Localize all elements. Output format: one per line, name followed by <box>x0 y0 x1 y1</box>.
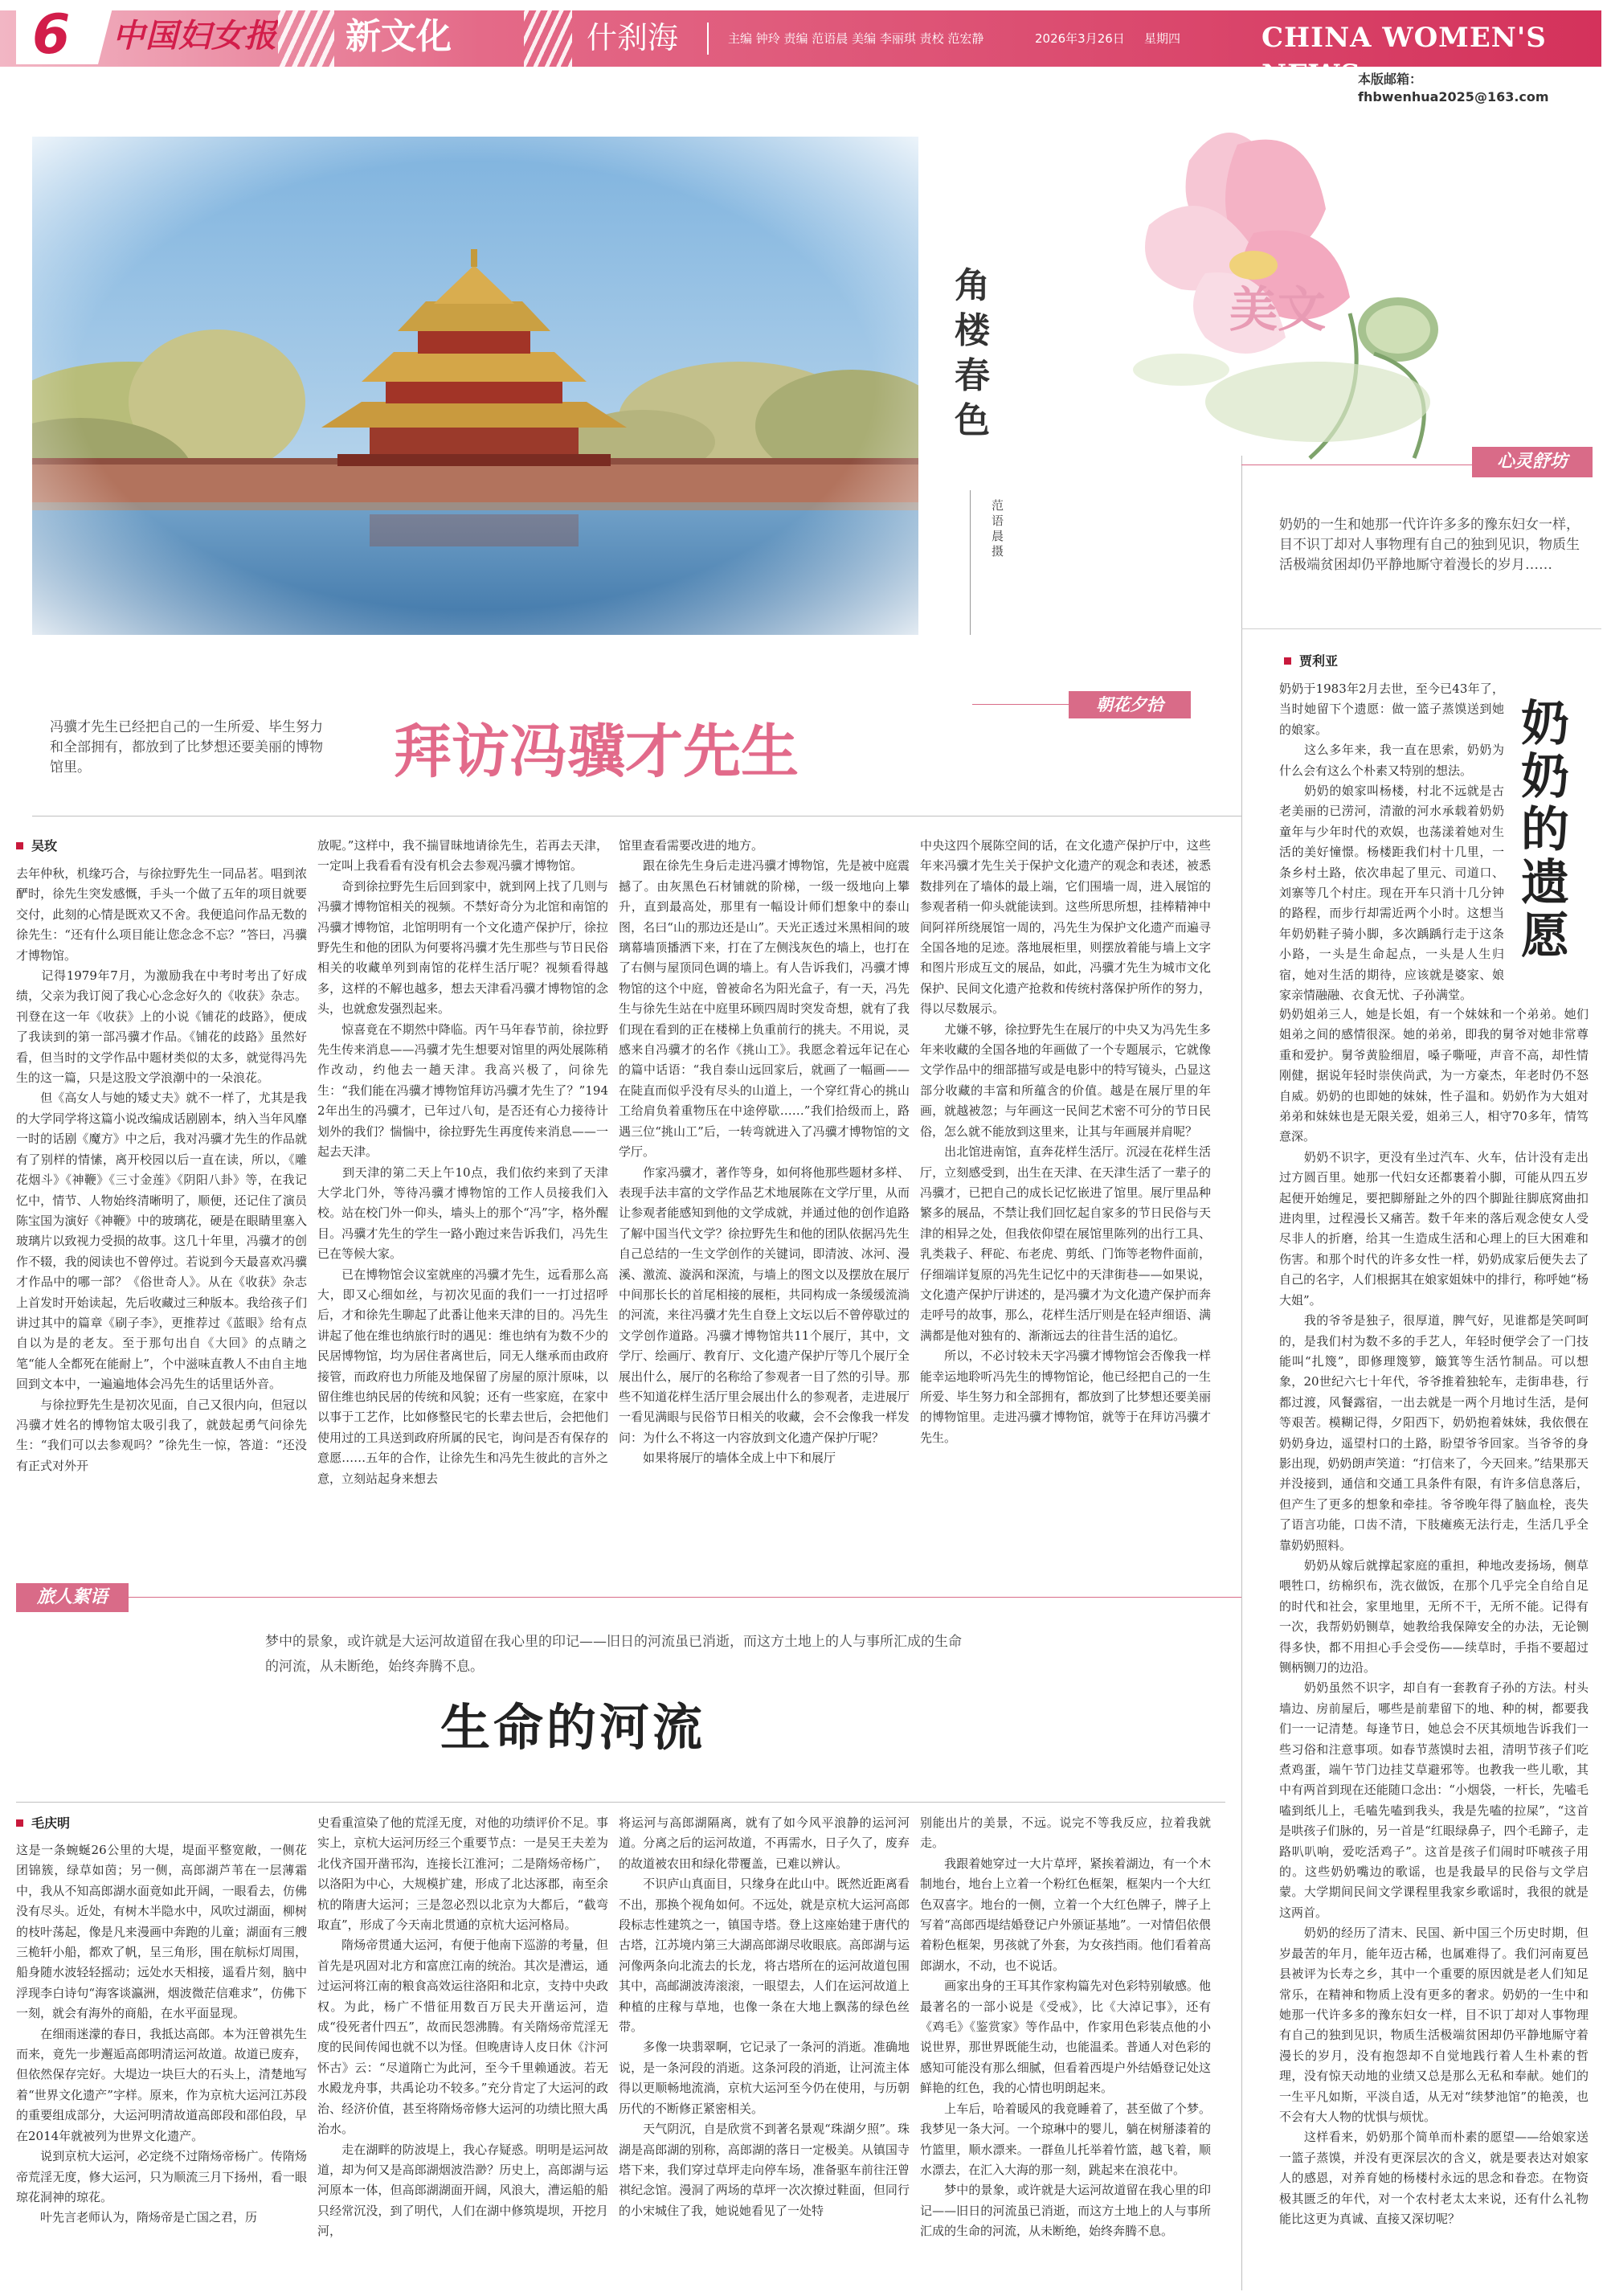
article3-author: 贾利亚 <box>1284 651 1338 669</box>
article1-column-3: 馆里查看需要改进的地方。 跟在徐先生身后走进冯骥才博物馆，先是被中庭震撼了。由灰黑色石材铺就的阶梯，一级一级地向上攀升，直到最高处，那里有一幅设计师们想象中的泰山图，名曰“山的那边还是山”。天光正透过米黑相间的玻璃幕墙顶播洒下来，打在了左侧浅灰色的墙上，也打在了右侧与屋顶同色调的墙上。有人告诉我们，冯骥才博物馆的这个中庭，曾被命名为阳光盒子，有一天，冯先生与徐先生站在中庭里环顾四周时突发奇想，就有了我们现在看到的正在楼梯上负重前行的挑夫。不用说，灵感来自冯骥才的名作《挑山工》。我愿念着远年记在心的篇中话语：“我自泰山远回家后，就画了一幅画——在陡直而似乎没有尽头的山道上，一个穿红背心的挑山工给肩负着重物压在中途停歇……”我们拾级而上，路遇三位“挑山工”后，一转弯就进入了冯骥才博物馆的文学厅。 作家冯骥才，著作等身，如何将他那些题材多样、表现手法丰富的文学作品艺术地展陈在文学厅里，从而让参观者能感知到他的文学成就，并通过他的创作追路了解中国当代文学？徐拉野先生和他的团队依据冯先生自己总结的一生文学创作的关键词，即清波、冰河、漫溪、激流、漩涡和深流，与墙上的图文以及摆放在展厅中间那长长的首尾相接的展柜，共同构成一条缓缓流淌的河流，来往冯骥才先生自登上文坛以后不曾停歇过的文学创作道路。冯骥才博物馆共11个展厅，其中，文学厅、绘画厅、教育厅、文化遗产保护厅等几个展厅全展出什么，展厅的名称给了参观者一目了然的引导。那些不知道花样生活厅里会展出什么的参观者，走进展厅一看见满眼与民俗节日相关的收藏，会不会像我一样发问：为什么不将这一内容放到文化遗产保护厅呢？ 如果将展厅的墙体全成上中下和展厅 <box>619 838 910 1466</box>
page-number: 6 <box>32 3 71 67</box>
photo-credit: 范语晨摄 <box>992 498 1004 559</box>
right-column-divider <box>1241 456 1242 2290</box>
article1-tag-line <box>972 704 1069 705</box>
article1-column-2: 放呢。”这样中，我不揣冒昧地请徐先生，若再去天津，一定叫上我看看有没有机会去参观冯骥才博物馆。 奇到徐拉野先生后回到家中，就到网上找了几则与冯骥才博物馆相关的视频。不禁好奇分为北馆和南馆的冯骥才博物馆，北馆明明有一个文化遗产保护厅，徐拉野先生和他的团队为何要将冯骥才先生那些与节日民俗相关的收藏单列到南馆的花样生活厅呢？视频看得越多，这样的不解也越多，想去天津看冯骥才博物馆的念头，也就愈发强烈起来。 惊喜竟在不期然中降临。丙午马年春节前，徐拉野先生传来消息——冯骥才先生想要对馆里的两处展陈稍作改动，约他去一趟天津。我高兴极了，问徐先生：“我们能在冯骥才博物馆拜访冯骥才先生了？”1942年出生的冯骥才，已年过八旬，是否还有心力接待计划外的我们？惴惴中，徐拉野先生再度传来消息——一起去天津。 到天津的第二天上午10点，我们依约来到了天津大学北门外，等待冯骥才博物馆的工作人员接我们入校。站在校门外一仰头，墙头上的那个“冯”字，格外醒目。冯骥才先生的学生一路小跑过来告诉我们，冯先生已在等候大家。 已在博物馆会议室就座的冯骥才先生，远看那么高大，即又心细如丝，与初次见面的我们一一打过招呼后，才和徐先生聊起了此番让他来天津的目的。冯先生讲起了他在维也纳旅行时的遇见：维也纳有为数不少的民居博物馆，均为居住者离世后，同无人继承而由政府接管，而政府也力所能及地保留了房屋的原汁原味，以留住维也纳民居的传统和风貌；还有一些家庭，在家中以事于工艺作，比如修整民宅的长辈去世后，会把他们使用过的工具送到政府所属的民宅，询问是否有保存的意愿……五年的合作，让徐先生和冯先生彼此的言外之意，立刻站起身来想去 <box>317 838 608 1486</box>
issue-date: 2026年3月26日 <box>1035 31 1125 46</box>
article3-bottom-text: 奶奶姐弟三人，她是长姐，有一个妹妹和一个弟弟。她们姐弟之间的感情很深。她的弟弟，即我的舅爷对她非常尊重和爱护。舅爷黄脸细眉，嗓子嘶哑，声音不高，却性情刚健，据说年轻时崇侠尚武，为一方豪杰，年老时仍不怒自威。奶奶的也即她的妹妹，性子温和。奶奶作为大姐对弟弟和妹妹也是无限关爱，姐弟三人，相守70多年，情笃意深。 奶奶不识字，更没有坐过汽车、火车，估计没有走出过方圆百里。她那一代妇女还都裹着小脚，可能从四五岁起便开始缠足，要把脚掰趾之外的四个脚趾往脚底窝曲扣进肉里，过程漫长又痛苦。数千年来的落后观念使女人受尽非人的折磨，给其一生造成生活和心理上的巨大困难和伤害。和那个时代的许多女性一样，奶奶成家后便失去了自己的名字，人们根据其在娘家姐妹中的排行，称呼她“杨大姐”。 我的爷爷是独子，很厚道，脾气好，见谁都是笑呵呵的，是我们村为数不多的手艺人，年轻时便学会了一门技能叫“扎篾”，即修理篾箩，簸箕等生活竹制品。可以想象，20世纪六七十年代，爷爷推着独轮车，走街串巷，行都过渡，风餐露宿，一出去就是一两个月地讨生活，是何等艰苦。模糊记得，夕阳西下，奶奶抱着妹妹，我依偎在奶奶身边，遥望村口的土路，盼望爷爷回家。当爷爷的身影出现，奶奶朗声笑道：“打信来了，今天回来。”结果那天并没接到，通信和交通工具条件有限，有许多信息落后，但产生了更多的想象和牵挂。爷爷晚年得了脑血栓，丧失了语言功能，口齿不清，下肢瘫痪无法行走，生活几乎全靠奶奶照料。 奶奶从嫁后就撑起家庭的重担，种地改麦扬场，侧草喂牲口，纺棉织布，洗衣做饭，在那个几乎完全自给自足的时代和社会，家里地里，无所不干，无所不能。记得有一次，我帮奶奶铡草，她教给我保障安全的办法，无论铡得多快，都不用担心手会受伤——续草时，手指不要超过铡柄铡刀的边沿。 奶奶虽然不识字，却自有一套教育子孙的方法。村头墙边、房前屋后，哪些是前辈留下的地、种的树，都要我们一一记清楚。每逢节日，她总会不厌其烦地告诉我们一些习俗和注意事项。如春节蒸馍时去祖，清明节孩子们吃煮鸡蛋，端午节门边挂艾草避邪等。也教我一些儿歌，其中有两首到现在还能随口念出：“小烟袋，一杆长，先嗑毛嗑到纸儿上，毛嗑先嗑到我头，我是先嗑的拉屎”，“这首是哄孩子们脉的，另一首是“红眼绿鼻子，四个毛蹄子，走路叭叭响，爱吃活鸡子”。这首是孩子们闹时吓唬孩子用的。这些奶奶嘴边的歌谣，也是我最早的民俗与文学启蒙。大学期间民间文学课程里我家乡歌谣时，我很的就是这两首。 奶奶的经历了清末、民国、新中国三个历史时期，但岁最苦的年月，能年迈古稀，也属难得了。我们河南夏邑县被评为长寿之乡，其中一个重要的原因就是老人们知足常乐，在精神和物质上没有更多的奢求。奶奶的一生中和她那一代许多多的豫东妇女一样，目不识丁却对人事物理有自己的独到见识，物质生活极端贫困却仍平静地厮守着漫长的岁月，没有抱怨却不自觉地践行着人生朴素的哲理，没有惊天动地的业绩又总是那么无私和奉献。她们的一生平凡如斯，平淡自适，从无对“续梦池馆”的艳羡，也不会有大人物的忧惧与烦忧。 这样看来，奶奶那个简单而朴素的愿望——给娘家送一篮子蒸馍，并没有更深层次的含义，就是要表达对娘家人的感恩，对养育她的杨楼村永远的思念和眷恋。在物资极其匮乏的年代，对一个农村老太太来说，还有什么礼物能比这更为真诚、直接又深切呢？ <box>1279 1007 1589 2226</box>
article2-column-1: 这是一条蜿蜒26公里的大堤，堤面平整宽敞，一侧花团锦簇，绿草如茵；另一侧，高郎湖芦苇在一层薄霜中，我从不知高郎湖水面竟如此开阔，一眼看去，仿佛没有尽头。近处，有树木半隐水中，风吹过湖面，柳树的枝叶荡起，像是凡来漫画中奔跑的儿童；湖面有三艘三桅轩小船，都欢了帆，呈三角形，围在航标灯周围，船身随水波轻轻摇动；远处水天相接，遥看片刻，脑中浮现李白诗句“海客谈瀛洲，烟波微茫信难求”，仿佛下一刻，就会有海外的商船，在水平面显现。 在细雨迷濛的春日，我抵达高郎。本为汪曾祺先生而来，竟先一步邂逅高郎明清运河故道。故道已废弃，但依然保存完好。大堤边一块巨大的石头上，清楚地写着“世界文化遗产”字样。原来，作为京杭大运河江苏段的重要组成部分，大运河明清故道高郎段和邵伯段，早在2014年就被列为世界文化遗产。 说到京杭大运河，必定绕不过隋炀帝杨广。传隋炀帝荒淫无度，修大运河，只为顺流三月下扬州，看一眼琼花洞神的琼花。 叶先言老师认为，隋炀帝是亡国之君，历 <box>16 1843 307 2225</box>
article2-title: 生命的河流 <box>440 1698 706 1757</box>
article2-column-3: 将运河与高郎湖隔离，就有了如今风平浪静的运河河道。分离之后的运河故道，不再需水，日子久了，废弃的故道被农田和绿化带覆盖，已难以辨认。 不识庐山真面目，只缘身在此山中。既然近距离看不出，那换个视角如何。不远处，就是京杭大运河高郎段标志性建筑之一，镇国寺塔。登上这座始建于唐代的古塔，江苏境内第三大湖高郎湖尽收眼底。高郎湖与运河像两条向北流去的长龙，将古塔所在的运河故道包围其中，高邮湖波涛滚滚，一眼望去，人们在运河故道上种植的庄稼与草地，也像一条在大地上飘荡的绿色丝带。 多像一块翡翠啊，它记录了一条河的消逝。准确地说，是一条河段的消逝。这条河段的消逝，让河流主体得以更顺畅地流淌，京杭大运河至今仍在使用，与历朝历代的不断修正紧密相关。 天气阴沉，自是欣赏不到著名景观“珠湖夕照”。珠湖是高郎湖的别称，高郎湖的落日一定极美。从镇国寺塔下来，我们穿过草坪走向停车场，准备驱车前往汪曾祺纪念馆。漫洞了两场的草坪一次次撩过鞋面，但同行的小宋城住了我，她说她看见了一处特 <box>619 1815 910 2218</box>
english-name: CHINA WOMEN'S NEWS <box>1261 22 1547 91</box>
article2-column-2: 史看重渲染了他的荒淫无度，对他的功绩评价不足。事实上，京杭大运河历经三个重要节点：一是吴王夫差为北伐齐国开凿邗沟，连接长江淮河；二是隋炀帝杨广，以洛阳为中心，大规模扩建，形成了北达涿郡，南至余杭的隋唐大运河；三是忽必烈以北京为大都后，“截弯取直”，形成了今天南北贯通的京杭大运河格局。 隋炀帝贯通大运河，有便于他南下巡游的考量，但首先是巩固对北方和富庶江南的统治。其次是漕运，通过运河将江南的粮食高效运往洛阳和北京，支持中央政权。为此，杨广不惜征用数百万民夫开凿运河，造成“役死者什四五”，故而民怨沸腾。有关隋炀帝荒淫无度的民间传闻也就不以为怪。但晚唐诗人皮日休《汴河怀古》云：“尽道隋亡为此河，至今千里赖通波。若无水殿龙舟事，共禹论功不较多。”充分肯定了大运河的政治、经济价值，甚至将隋炀帝修大运河的功绩比照大禹治水。 走在湖畔的防波堤上，我心存疑惑。明明是运河故道，却为何又是高郎湖烟波浩渺？历史上，高郎湖与运河原本一体，但高郎湖湖面开阔，风浪大，漕运船的船只经常沉没，到了明代，人们在湖中修筑堤坝，开挖月河， <box>317 1815 608 2239</box>
header-small-divider <box>707 23 709 55</box>
xinling-shufang-column-tag: 心灵舒坊 <box>1472 447 1593 477</box>
turret-photo-image <box>32 137 918 635</box>
meiwen-logo: 美文 <box>1229 282 1326 338</box>
section-name: 新文化 <box>346 16 452 57</box>
article2-author: 毛庆明 <box>16 1813 70 1831</box>
article3-top-text: 奶奶于1983年2月去世，至今已43年了，当时她留下个遗愿：做一篮子蒸馍送到她的娘家。 这么多年来，我一直在思索，奶奶为什么会有这么个朴素又特别的想法。 奶奶的娘家叫杨楼，村北不远就是古老美丽的已涝河，清澈的河水承载着奶奶童年与少年时代的欢娱，也荡漾着她对生活的美好憧憬。杨楼距我们村十几里，一条乡村土路，依次串起了里元、司道口、刘寨等几个村庄。现在开车只消十几分钟的路程，而步行却需近两个小时。这想当年奶奶鞋子骑小脚，多次踽踽行走于这条小路，一头是生命起点，一头是人生归宿，她对生活的期待，应该就是婆家、娘家亲情融融、衣食无忧、子孙满堂。 <box>1279 681 1504 1003</box>
article2-intro: 梦中的景象，或许就是大运河故道留在我心里的印记——旧日的河流虽已消逝，而这方土地上的人与事所汇成的生命的河流，从未断绝，始终奔腾不息。 <box>265 1634 962 1675</box>
photo-title: 角楼春色 <box>955 265 990 441</box>
lvren-xuyu-column-tag: 旅人絮语 <box>16 1583 129 1612</box>
issue-weekday: 星期四 <box>1144 31 1181 46</box>
article1-column-4: 中央这四个展陈空间的话，在文化遗产保护厅中，这些年来冯骥才先生关于保护文化遗产的观念和表述，被悉数排列在了墙体的最上端，它们围墙一周，进入展馆的参观者稍一仰头就能读到。这些所思所想，挂棒精神中间阿祥所绕展馆一周的，冯先生为保护文化遗产而遍寻全国各地的足迹。落地展柜里，则摆放着能与墙上文字和图片形成互文的展品，如此，冯骥才先生为城市文化保护、民间文化遗产抢救和传统村落保护所作的努力，得以尽数展示。 尤嫌不够，徐拉野先生在展厅的中央又为冯先生多年来收藏的全国各地的年画做了一个专题展示，它就像文学作品中的细部描写或是电影中的特写镜头，凸显这部分收藏的丰富和所蕴含的价值。越是在展厅里的年画，就越被忽；与年画这一民间艺术密不可分的节日民俗，怎么就不能放到这里来，让其与年画展并肩呢？ 出北馆进南馆，直奔花样生活厅。沉浸在花样生活厅，立刻感受到，出生在天津、在天津生活了一辈子的冯骥才，已把自己的成长记忆嵌进了馆里。展厅里品种繁多的展品，不禁让我们回忆起自家多的节日民俗与天津的相异之处，但我依仰望在展馆里陈列的出行工具、乳类栽子、秤砣、布老虎、剪纸、门饰等老物件面前，仔细端详复原的冯先生记忆中的天津街巷——如果说，文化遗产保护厅讲述的，是冯骥才为文化遗产保护而奔走呼号的故事，那么，花样生活厅则是在轻声细语、满满都是他对独有的、渐渐远去的往昔生活的追忆。 所以，不必讨较未天字冯骥才博物馆会否像我一样能幸运地聆听冯先生的博物馆论，他已经把自己的一生所爱、毕生努力和全部拥有，都放到了比梦想还要美丽的博物馆里。走进冯骥才博物馆，就等于在拜访冯骥才先生。 <box>920 838 1211 1445</box>
article1-title: 拜访冯骥才先生 <box>394 717 799 785</box>
article1-column-1: 去年仲秋，机缘巧合，与徐拉野先生一同品茗。唱到浓酽时，徐先生突发感慨，手头一个做了五年的项目就要交付，此刻的心情是既欢又不舍。我便追问作品无数的徐先生：“还有什么项目能让您念念不忘？”答曰，冯骥才博物馆。 记得1979年7月，为激励我在中考时考出了好成绩，父亲为我订阅了我心心念念好久的《收获》杂志。刊登在这一年《收获》上的小说《铺花的歧路》，便成了我读到的第一部冯骥才作品。《铺花的歧路》虽然好看，但当时的文学作品中题材类似的太多，就觉得冯先生的这一篇，只是这股文学浪潮中的一朵浪花。 但《高女人与她的矮丈夫》就不一样了，尤其是我的大学同学将这篇小说改编成话剧剧本，纳入当年风靡一时的话剧《魔方》中之后，我对冯骥才先生的作品就有了别样的情愫，离开校园以后一直在读，所以，《雕花烟斗》《神鞭》《三寸金莲》《阴阳八卦》等，在我记忆中，情节、人物始终清晰明了，顺便，还记住了演员陈宝国为演好《神鞭》中的玻璃花，硬是在眼睛里塞入玻璃片以致视力受损的故事。这几十年里，冯骥才的创作不辍，我的阅读也不曾停过。若说到今天最喜欢冯骥才作品中的哪一部？《俗世奇人》。从在《收获》杂志上首发时开始读起，先后收藏过三种版本。我给孩子们讲过其中的篇章《刷子李》，更推荐过《蓝眼》给有点自以为是的老友。至于那句出自《大回》的点睛之笔“能人全都死在能耐上”，个中滋味直教人不由自主地回到文本中，一遍遍地体会冯先生的话里话外音。 与徐拉野先生是初次见面，自己又很内向，但冠以冯骥才姓名的博物馆太吸引我了，就鼓起勇气问徐先生：“我们可以去参观吗？”徐先生一惊，答道：“还没有正式对外开 <box>16 866 307 1473</box>
page-email: 本版邮箱：fhbwenhua2025@163.com <box>1358 72 1549 104</box>
article3-intro-bottom-line <box>1241 628 1601 629</box>
editor-credits: 主编 钟玲 责编 范语晨 美编 李丽琪 责校 范宏静 <box>728 31 984 46</box>
header-slash-divider <box>278 10 334 67</box>
turret-photo <box>32 137 918 635</box>
lotus-decoration <box>1109 113 1591 466</box>
article1-author: 吴玫 <box>16 836 57 854</box>
zhaohua-xishi-column-tag: 朝花夕拾 <box>1069 691 1191 718</box>
article2-title-bottom-line <box>16 1802 1225 1803</box>
lotus-flower-icon <box>1109 113 1591 466</box>
newspaper-name: 中国妇女报 <box>112 17 277 55</box>
article3-title: 奶奶的遗愿 <box>1521 696 1569 964</box>
article1-intro: 冯骥才先生已经把自己的一生所爱、毕生努力和全部拥有，都放到了比梦想还要美丽的博物馆里。 <box>50 719 323 776</box>
column-name: 什刹海 <box>587 20 679 55</box>
article3-intro: 奶奶的一生和她那一代许许多多的豫东妇女一样，目不识丁却对人事物理有自己的独到见识，物质生活极端贫困却仍平静地厮守着漫长的岁月…… <box>1279 517 1580 573</box>
header-slash-divider-2 <box>524 10 572 67</box>
article2-column-4: 别能出片的美景，不远。说完不等我反应，拉着我就走。 我跟着她穿过一大片草坪，紧挨着湖边，有一个木制地台，地台上立着一个粉红色框架，框架内一个大红色双喜字。地台的一侧，立着一个大红色牌子，牌子上写着“高郎西堤结婚登记户外颁证基地”。一对情侣依偎着粉色框架，男孩就了外套，为女孩挡雨。他们看着高郎湖水，不动，也不说话。 画家出身的王耳其作家构篇先对色彩特别敏感。他最著名的一部小说是《受戒》，比《大淖记事》，还有《鸡毛》《鉴赏家》等作品中，作家用色彩装点他的小说世界，那世界既能生动，也能温柔。普通人对色彩的感知可能没有那么细腻，但看着西堤户外结婚登记处这鲜艳的红色，我的心情也明朗起来。 上车后，哈着暖风的我竟睡着了，甚至做了个梦。我梦见一条大河。一个琼琳中的婴儿，躺在树掰漆着的竹篮里，顺水漂来。一群鱼儿托举着竹篮，越飞着，顺水漂去，在汇入大海的那一刻，跳起来在浪花中。 梦中的景象，或许就是大运河故道留在我心里的印记——旧日的河流虽已消逝，而这方土地上的人与事所汇成的生命的河流，从未断绝，始终奔腾不息。 <box>920 1815 1211 2239</box>
photo-divider-line <box>970 490 971 635</box>
article2-tag-line <box>129 1597 1241 1598</box>
